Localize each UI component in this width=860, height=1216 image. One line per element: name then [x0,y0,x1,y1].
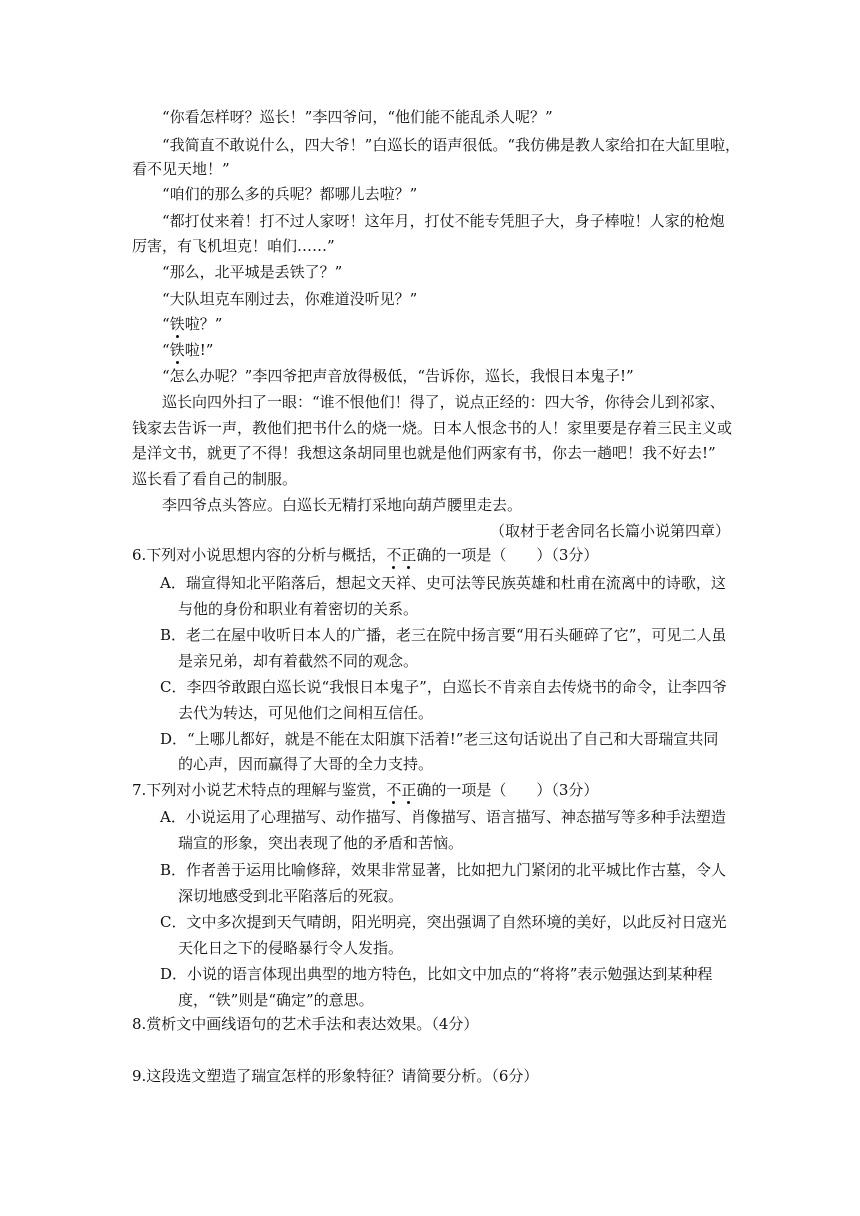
option-d: D．小说的语言体现出典型的地方特色，比如文中加点的“将将”表示勉强达到某种程 [160,965,713,983]
passage-line [162,340,213,360]
passage-line: 钱家去告诉一声，教他们把书什么的烧一烧。日本人恨念书的人！家里要是存着三民主义或 [132,419,733,437]
question-stem [132,780,598,800]
passage-line: “我简直不敢说什么，四大爷！”白巡长的语声很低。“我仿佛是教人家给扣在大缸里啦， [162,136,741,154]
stem-text: 确的一项是（ ）（3分） [416,781,599,799]
quote-text: 啦？” [184,315,223,333]
option-d: D．“上哪儿都好，就是不能在太阳旗下活着!”老三这句话说出了自己和大哥瑞宣共同 [160,730,719,748]
stem-text: 7.下列对小说艺术特点的理解与鉴赏， [132,781,387,799]
dotted-char: 铁 [169,315,185,333]
quote-mark: “ [162,315,170,333]
option-a-cont: 瑞宣的形象，突出表现了他的矛盾和苦恼。 [178,834,464,852]
passage-line: “都打仗来着！打不过人家呀！这年月，打仗不能专凭胆子大，身子棒啦！人家的枪炮 [162,212,725,230]
passage-line: 李四爷点头答应。白巡长无精打采地向葫芦腰里走去。 [162,496,523,514]
dotted-char: 正 [401,546,417,564]
quote-mark: “ [162,341,170,359]
passage-line: “那么，北平城是丢铁了？” [162,263,343,281]
option-b-cont: 深切地感受到北平陷落后的死寂。 [178,887,404,905]
passage-line: 看不见天地！” [132,160,230,178]
question-8: 8.赏析文中画线语句的艺术手法和表达效果。（4分） [132,1015,479,1033]
question-9: 9.这段选文塑造了瑞宣怎样的形象特征？请简要分析。（6分） [132,1067,539,1085]
stem-text: 确的一项是（ ）（3分） [416,546,599,564]
option-c-cont: 天化日之下的侵略暴行令人发指。 [178,939,404,957]
dotted-char: 不 [386,781,402,799]
quote-text: 啦!” [184,341,214,359]
passage-line: 是洋文书，就更了不得！我想这条胡同里也就是他们两家有书，你去一趟吧！我不好去!” [132,444,716,462]
option-d-cont: 度，“铁”则是“确定”的意思。 [178,991,374,1009]
dotted-char: 铁 [169,341,185,359]
option-a: A．瑞宣得知北平陷落后，想起文天祥、史可法等民族英雄和杜甫在流离中的诗歌，这 [160,574,726,592]
passage-line: “你看怎样呀？巡长！”李四爷问，“他们能不能乱杀人呢？” [162,108,553,126]
option-a-cont: 与他的身份和职业有着密切的关系。 [178,600,419,618]
passage-line: “怎么办呢？”李四爷把声音放得极低，“告诉你，巡长，我恨日本鬼子!” [162,367,634,385]
passage-line: 巡长向四外扫了一眼：“谁不恨他们！得了，说点正经的：四大爷，你待会儿到祁家、 [162,393,725,411]
passage-line: 巡长看了看自己的制服。 [132,470,298,488]
passage-line: “咱们的那么多的兵呢？都哪儿去啦？” [162,185,418,203]
option-c-cont: 去代为转达，可见他们之间相互信任。 [178,704,434,722]
option-c: C．李四爷敢跟白巡长说“我恨日本鬼子”，白巡长不肯亲自去传烧书的命令，让李四爷 [160,678,727,696]
option-b: B．作者善于运用比喻修辞，效果非常显著，比如把九门紧闭的北平城比作古墓，令人 [160,861,727,879]
passage-line [162,314,222,334]
option-b-cont: 是亲兄弟，却有着截然不同的观念。 [178,652,419,670]
passage-line: “大队坦克车刚过去，你难道没听见？” [162,290,418,308]
dotted-char: 正 [401,781,417,799]
passage-source: （取材于老舍同名长篇小说第四章） [490,522,731,540]
question-stem [132,545,598,565]
option-a: A．小说运用了心理描写、动作描写、肖像描写、语言描写、神态描写等多种手法塑造 [160,808,726,826]
option-c: C．文中多次提到天气晴朗，阳光明亮，突出强调了自然环境的美好，以此反衬日寇光 [160,913,727,931]
dotted-char: 不 [386,546,402,564]
passage-line: 厉害，有飞机坦克！咱们……” [132,237,335,255]
stem-text: 6.下列对小说思想内容的分析与概括， [132,546,387,564]
option-d-cont: 的心声，因而赢得了大哥的全力支持。 [178,755,434,773]
option-b: B．老二在屋中收听日本人的广播，老三在院中扬言要“用石头砸碎了它”，可见二人虽 [160,626,727,644]
